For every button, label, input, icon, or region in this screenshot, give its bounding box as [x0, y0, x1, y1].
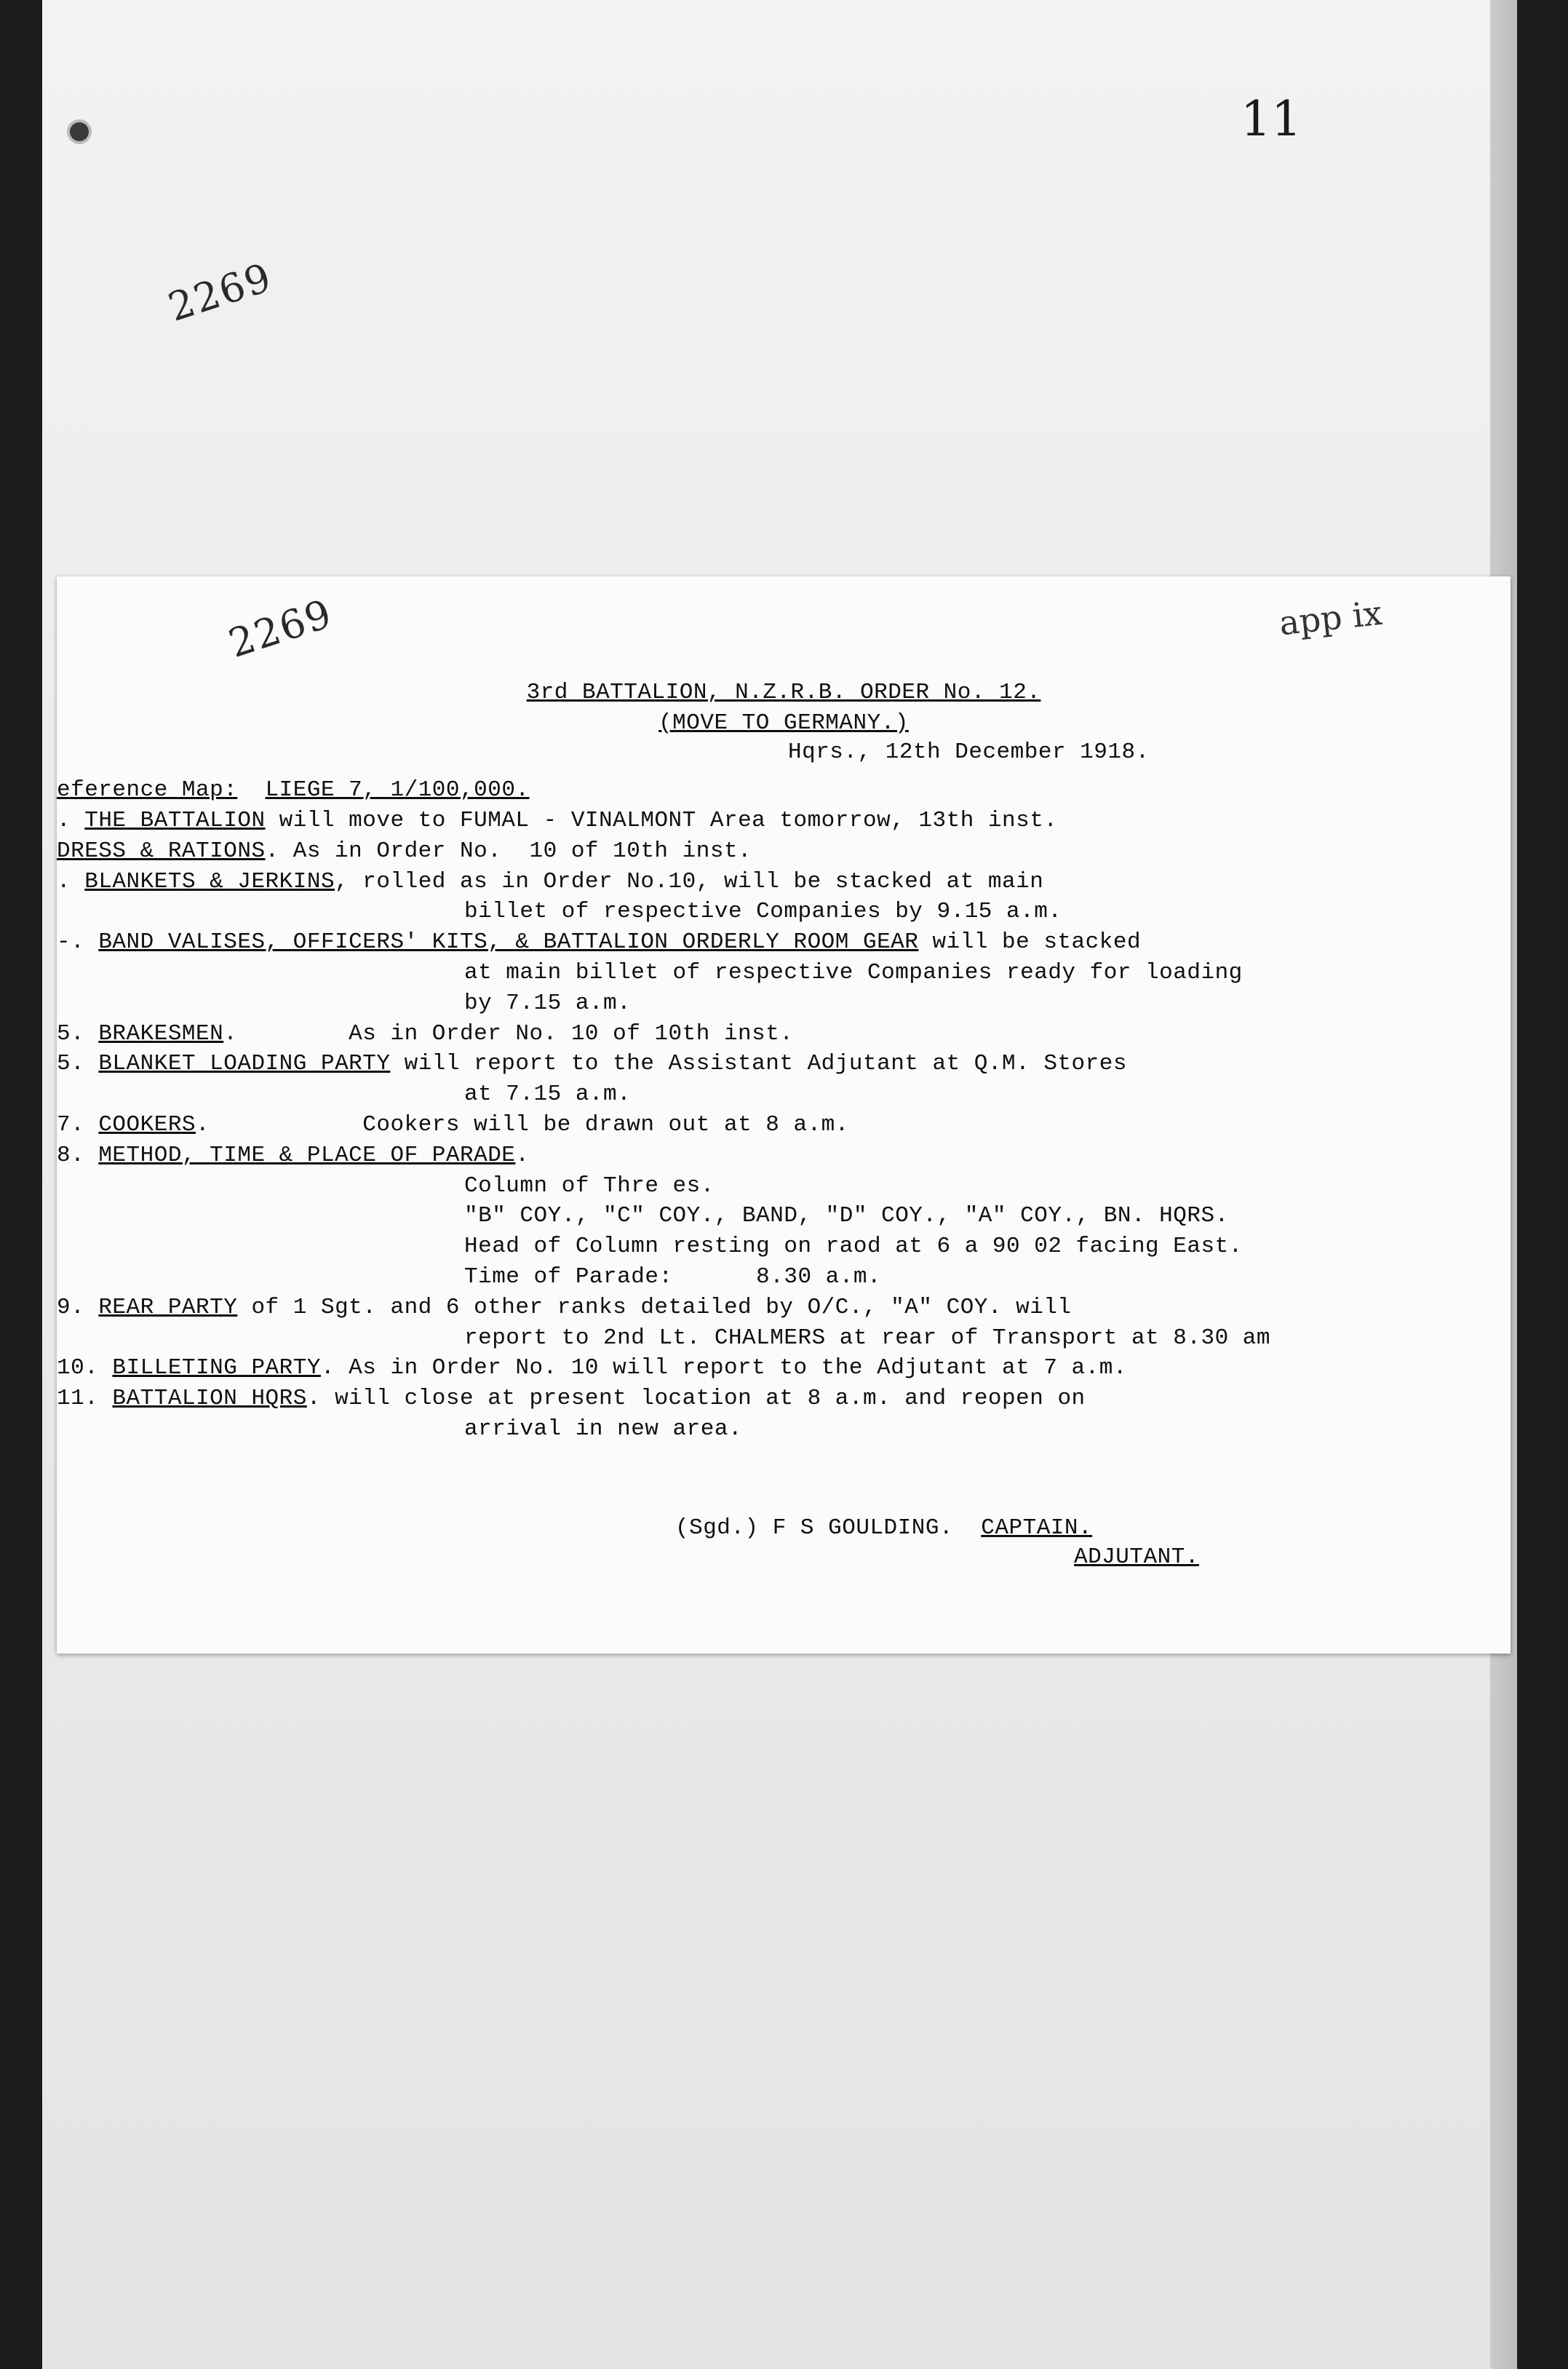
order-item-line: [464, 1234, 1243, 1259]
item-number: 9.: [57, 1294, 99, 1320]
item-text: .: [515, 1142, 530, 1168]
item-text: will move to FUMAL - VINALMONT Area tomorrow, 13th inst.: [265, 808, 1058, 833]
item-heading: BILLETING PARTY: [112, 1355, 321, 1381]
archive-reference-pencil: 2269: [162, 254, 278, 330]
order-item-line: [57, 929, 1141, 955]
reference-label: eference Map:: [57, 777, 238, 803]
item-text: at 7.15 a.m.: [464, 1082, 632, 1108]
item-text: . As in Order No. 10 will report to the Adjutant at 7 a.m.: [320, 1355, 1127, 1381]
item-number: -.: [57, 929, 99, 956]
item-text: . As in Order No. 10 of 10th inst.: [265, 838, 752, 864]
item-text: . As in Order No. 10 of 10th inst.: [223, 1020, 794, 1047]
order-item-line: [57, 1143, 530, 1168]
item-heading: REAR PARTY: [98, 1294, 238, 1320]
item-text: will report to the Assistant Adjutant at Q.M. Stores: [390, 1051, 1127, 1077]
order-item-line: [57, 1295, 1072, 1320]
signature-line: [675, 1515, 1092, 1541]
order-item-line: [57, 1112, 849, 1138]
order-item-line: [57, 869, 1043, 894]
item-text: Column of Thre es.: [464, 1172, 715, 1199]
hq-date: Hqrs., 12th December 1918.: [788, 739, 1150, 765]
order-item-line: [464, 1325, 1270, 1351]
item-text: "B" COY., "C" COY., BAND, "D" COY., "A" COY., BN. HQRS.: [464, 1203, 1229, 1229]
order-item-line: [464, 1264, 881, 1290]
item-text: report to 2nd Lt. CHALMERS at rear of Transport at 8.30 am: [464, 1325, 1270, 1351]
order-title: 3rd BATTALION, N.Z.R.B. ORDER No. 12.: [526, 680, 1041, 705]
item-number: 7.: [57, 1112, 99, 1138]
item-text: will be stacked: [918, 929, 1142, 956]
order-subtitle: (MOVE TO GERMANY.): [658, 710, 909, 736]
order-item-line: [57, 1021, 793, 1047]
item-heading: BLANKETS & JERKINS: [84, 868, 335, 894]
signature-name: (Sgd.) F S GOULDING.: [675, 1515, 954, 1541]
order-item-line: [464, 1416, 742, 1442]
item-text: of 1 Sgt. and 6 other ranks detailed by O/C., "A" COY. will: [237, 1294, 1072, 1320]
item-number: 8.: [57, 1142, 99, 1168]
order-item-line: [464, 1173, 715, 1199]
order-item-line: [464, 991, 631, 1016]
page-number: 11: [1241, 91, 1302, 147]
slip-reference-pencil: 2269: [223, 590, 338, 667]
item-text: , rolled as in Order No.10, will be stacked at main: [335, 868, 1044, 894]
order-item-line: [464, 960, 1243, 985]
item-number: .: [57, 868, 85, 894]
item-number: 11.: [57, 1386, 113, 1412]
order-item-line: [464, 1203, 1229, 1229]
item-heading: THE BATTALION: [84, 808, 266, 833]
order-item-line: [57, 1386, 1086, 1411]
reference-line: [57, 777, 530, 803]
item-text: . Cookers will be drawn out at 8 a.m.: [196, 1112, 849, 1138]
item-heading: BRAKESMEN: [98, 1020, 224, 1047]
item-text: Head of Column resting on raod at 6 a 90 02 facing East.: [464, 1234, 1243, 1260]
item-number: 5.: [57, 1020, 99, 1047]
order-item-line: [464, 1082, 631, 1107]
item-text: by 7.15 a.m.: [464, 990, 632, 1016]
item-heading: METHOD, TIME & PLACE OF PARADE: [98, 1142, 516, 1168]
signature-role: ADJUTANT.: [1074, 1544, 1199, 1570]
item-text: billet of respective Companies by 9.15 a.m.: [464, 899, 1062, 925]
item-text: at main billet of respective Companies ready for loading: [464, 960, 1243, 985]
item-heading: COOKERS: [98, 1112, 196, 1138]
item-text: Time of Parade: 8.30 a.m.: [464, 1264, 882, 1290]
order-slip: [57, 576, 1511, 1654]
item-number: .: [57, 808, 85, 833]
item-heading: BATTALION HQRS: [112, 1386, 307, 1412]
order-item-line: [464, 899, 1062, 924]
item-text: arrival in new area.: [464, 1416, 743, 1442]
item-number: 10.: [57, 1355, 113, 1381]
order-item-line: [57, 1355, 1127, 1381]
item-heading: BAND VALISES, OFFICERS' KITS, & BATTALION ORDERLY ROOM GEAR: [98, 929, 919, 956]
item-text: . will close at present location at 8 a.m. and reopen on: [306, 1386, 1086, 1412]
order-item-line: [57, 1051, 1127, 1076]
item-number: 5.: [57, 1051, 99, 1077]
item-heading: DRESS & RATIONS: [57, 838, 266, 864]
reference-value: LIEGE 7, 1/100,000.: [265, 777, 530, 803]
order-item-line: [57, 808, 1057, 833]
punch-hole: [70, 122, 89, 141]
order-item-line: [57, 838, 752, 864]
item-heading: BLANKET LOADING PARTY: [98, 1051, 391, 1077]
appendix-annotation: app ix: [1277, 592, 1385, 643]
signature-rank: CAPTAIN.: [981, 1515, 1093, 1541]
